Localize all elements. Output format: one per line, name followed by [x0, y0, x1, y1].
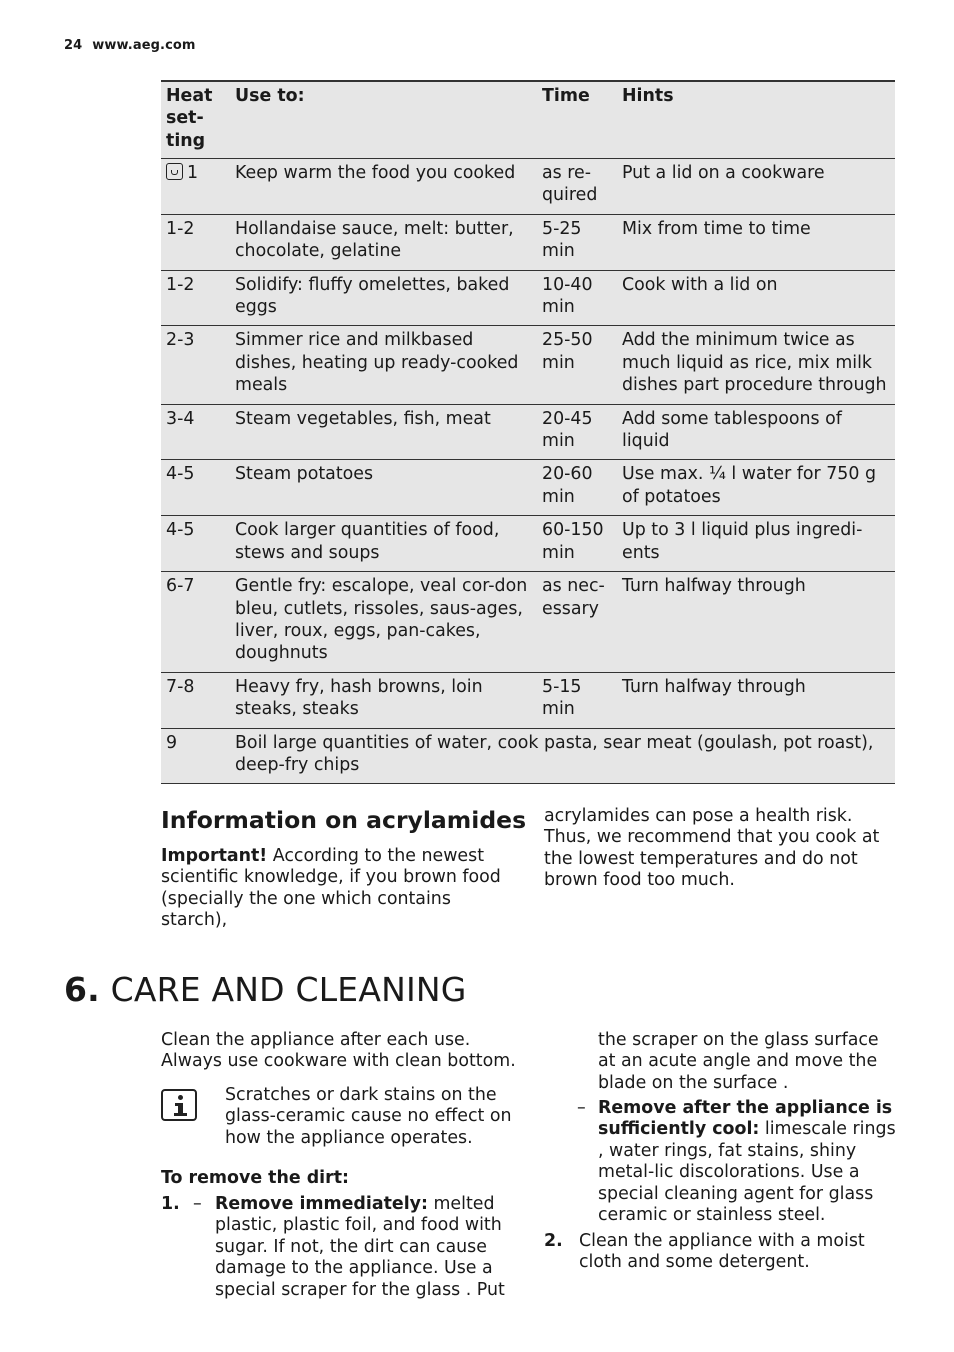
time-cell: 25-50 min: [542, 330, 593, 373]
use-cell: Solidify: fluffy omelettes, baked eggs: [235, 274, 510, 318]
use-cell: Gentle fry: escalope, veal cor-don bleu, cutlets, rissoles, saus-ages, liver, roux, eggs, pan-cakes, doughnuts: [235, 576, 528, 664]
table-row: [161, 460, 895, 516]
section-title-text: CARE AND CLEANING: [110, 970, 467, 1009]
table-header-row: [161, 81, 895, 159]
use-cell: Keep warm the food you cooked: [235, 163, 516, 183]
care-intro: Clean the appliance after each use. Always use cookware with clean bottom.: [161, 1030, 516, 1072]
page-number: 24: [64, 38, 83, 53]
step-2-number: 2.: [544, 1231, 563, 1251]
use-cell: Hollandaise sauce, melt: butter, chocolate, gelatine: [235, 218, 514, 262]
table-row: [161, 404, 895, 460]
heat-cell: 1: [161, 159, 230, 215]
use-cell: Steam potatoes: [235, 464, 374, 485]
heat-cell: 3-4: [166, 408, 195, 429]
header-hints: Hints: [622, 86, 674, 106]
use-cell: Boil large quantities of water, cook pasta, sear meat (goulash, pot roast), deep-fry chips: [235, 732, 874, 775]
hints-cell: Up to 3 l liquid plus ingredi-ents: [622, 520, 863, 563]
heat-cell: 9: [166, 732, 178, 753]
remove-dirt-heading: To remove the dirt:: [161, 1168, 349, 1188]
use-cell: Heavy fry, hash browns, loin steaks, steaks: [235, 676, 483, 720]
heat-cell: 4-5: [166, 520, 195, 541]
time-cell: 20-60 min: [542, 464, 593, 507]
hints-cell: Mix from time to time: [622, 218, 811, 239]
table-row: [161, 214, 895, 270]
table-row: [161, 326, 895, 404]
heat-cell: 1-2: [166, 218, 195, 239]
site-url: www.aeg.com: [92, 38, 196, 53]
hints-cell: Add some tablespoons of liquid: [622, 408, 842, 452]
hints-cell: Cook with a lid on: [622, 274, 778, 295]
info-icon: [161, 1089, 197, 1121]
hints-cell: Use max. ¼ l water for 750 g of potatoes: [622, 464, 876, 507]
step-1a-dash: –: [193, 1194, 202, 1214]
table-row: [161, 516, 895, 572]
table-row: [161, 159, 895, 215]
step-2-text: Clean the appliance with a moist cloth and some detergent.: [579, 1231, 865, 1273]
hints-cell: Turn halfway through: [622, 576, 806, 597]
hints-cell: Turn halfway through: [622, 676, 806, 697]
acrylamides-title: Information on acrylamides: [161, 806, 527, 834]
header-use: Use to:: [235, 86, 305, 106]
table-row: [161, 672, 895, 728]
step-1a-text: Remove immediately: melted plastic, plastic foil, and food with sugar. If not, the dirt can cause damage to the appliance. Use a special scraper for the glass . Put: [215, 1194, 505, 1300]
time-cell: as re- quired: [542, 163, 598, 206]
heat-cell: 6-7: [166, 576, 195, 597]
acrylamides-text-right: acrylamides can pose a health risk. Thus, we recommend that you cook at the lowest temperatures and do not brown food too much.: [544, 806, 880, 891]
keep-warm-icon: [166, 163, 183, 180]
heat-cell: 4-5: [166, 464, 195, 485]
heat-setting-table: [161, 80, 895, 784]
step-1a-continued: the scraper on the glass surface at an acute angle and move the blade on the surface .: [598, 1030, 879, 1093]
table-row: [161, 728, 895, 784]
header-heat-setting: Heat set- ting: [166, 86, 213, 151]
header-time: Time: [542, 86, 590, 106]
time-cell: 10-40 min: [542, 274, 593, 318]
table-row: [161, 270, 895, 326]
time-cell: 60-150 min: [542, 520, 604, 563]
hints-cell: Put a lid on a cookware: [622, 163, 825, 183]
step-1b-dash: –: [577, 1098, 586, 1118]
section-title: [64, 970, 467, 1009]
use-cell: Cook larger quantities of food, stews and soups: [235, 520, 500, 563]
use-cell: Simmer rice and milkbased dishes, heating up ready-cooked meals: [235, 330, 519, 396]
heat-cell: 7-8: [166, 676, 195, 697]
heat-cell: 2-3: [166, 330, 195, 351]
acrylamides-text-left: Important! According to the newest scientific knowledge, if you brown food (specially the one which contains starch),: [161, 846, 501, 931]
step-1-number: 1.: [161, 1194, 180, 1214]
page-header: [64, 38, 196, 53]
step-1b-text: Remove after the appliance is sufficiently cool: limescale rings , water rings, fat stains, shiny metal-lic discolorations. Use a special cleaning agent for glass ceramic or stainless steel.: [598, 1098, 896, 1226]
use-cell: Steam vegetables, fish, meat: [235, 408, 491, 429]
important-label: Important!: [161, 846, 268, 866]
hints-cell: Add the minimum twice as much liquid as rice, mix milk dishes part procedure through: [622, 330, 887, 396]
section-number: 6.: [64, 970, 100, 1009]
time-cell: 5-25 min: [542, 218, 582, 262]
time-cell: 20-45 min: [542, 408, 593, 452]
info-text: Scratches or dark stains on the glass-ceramic cause no effect on how the appliance operates.: [225, 1085, 512, 1148]
heat-cell: 1-2: [166, 274, 195, 295]
time-cell: 5-15 min: [542, 676, 582, 720]
time-cell: as nec- essary: [542, 576, 605, 619]
table-row: [161, 572, 895, 673]
